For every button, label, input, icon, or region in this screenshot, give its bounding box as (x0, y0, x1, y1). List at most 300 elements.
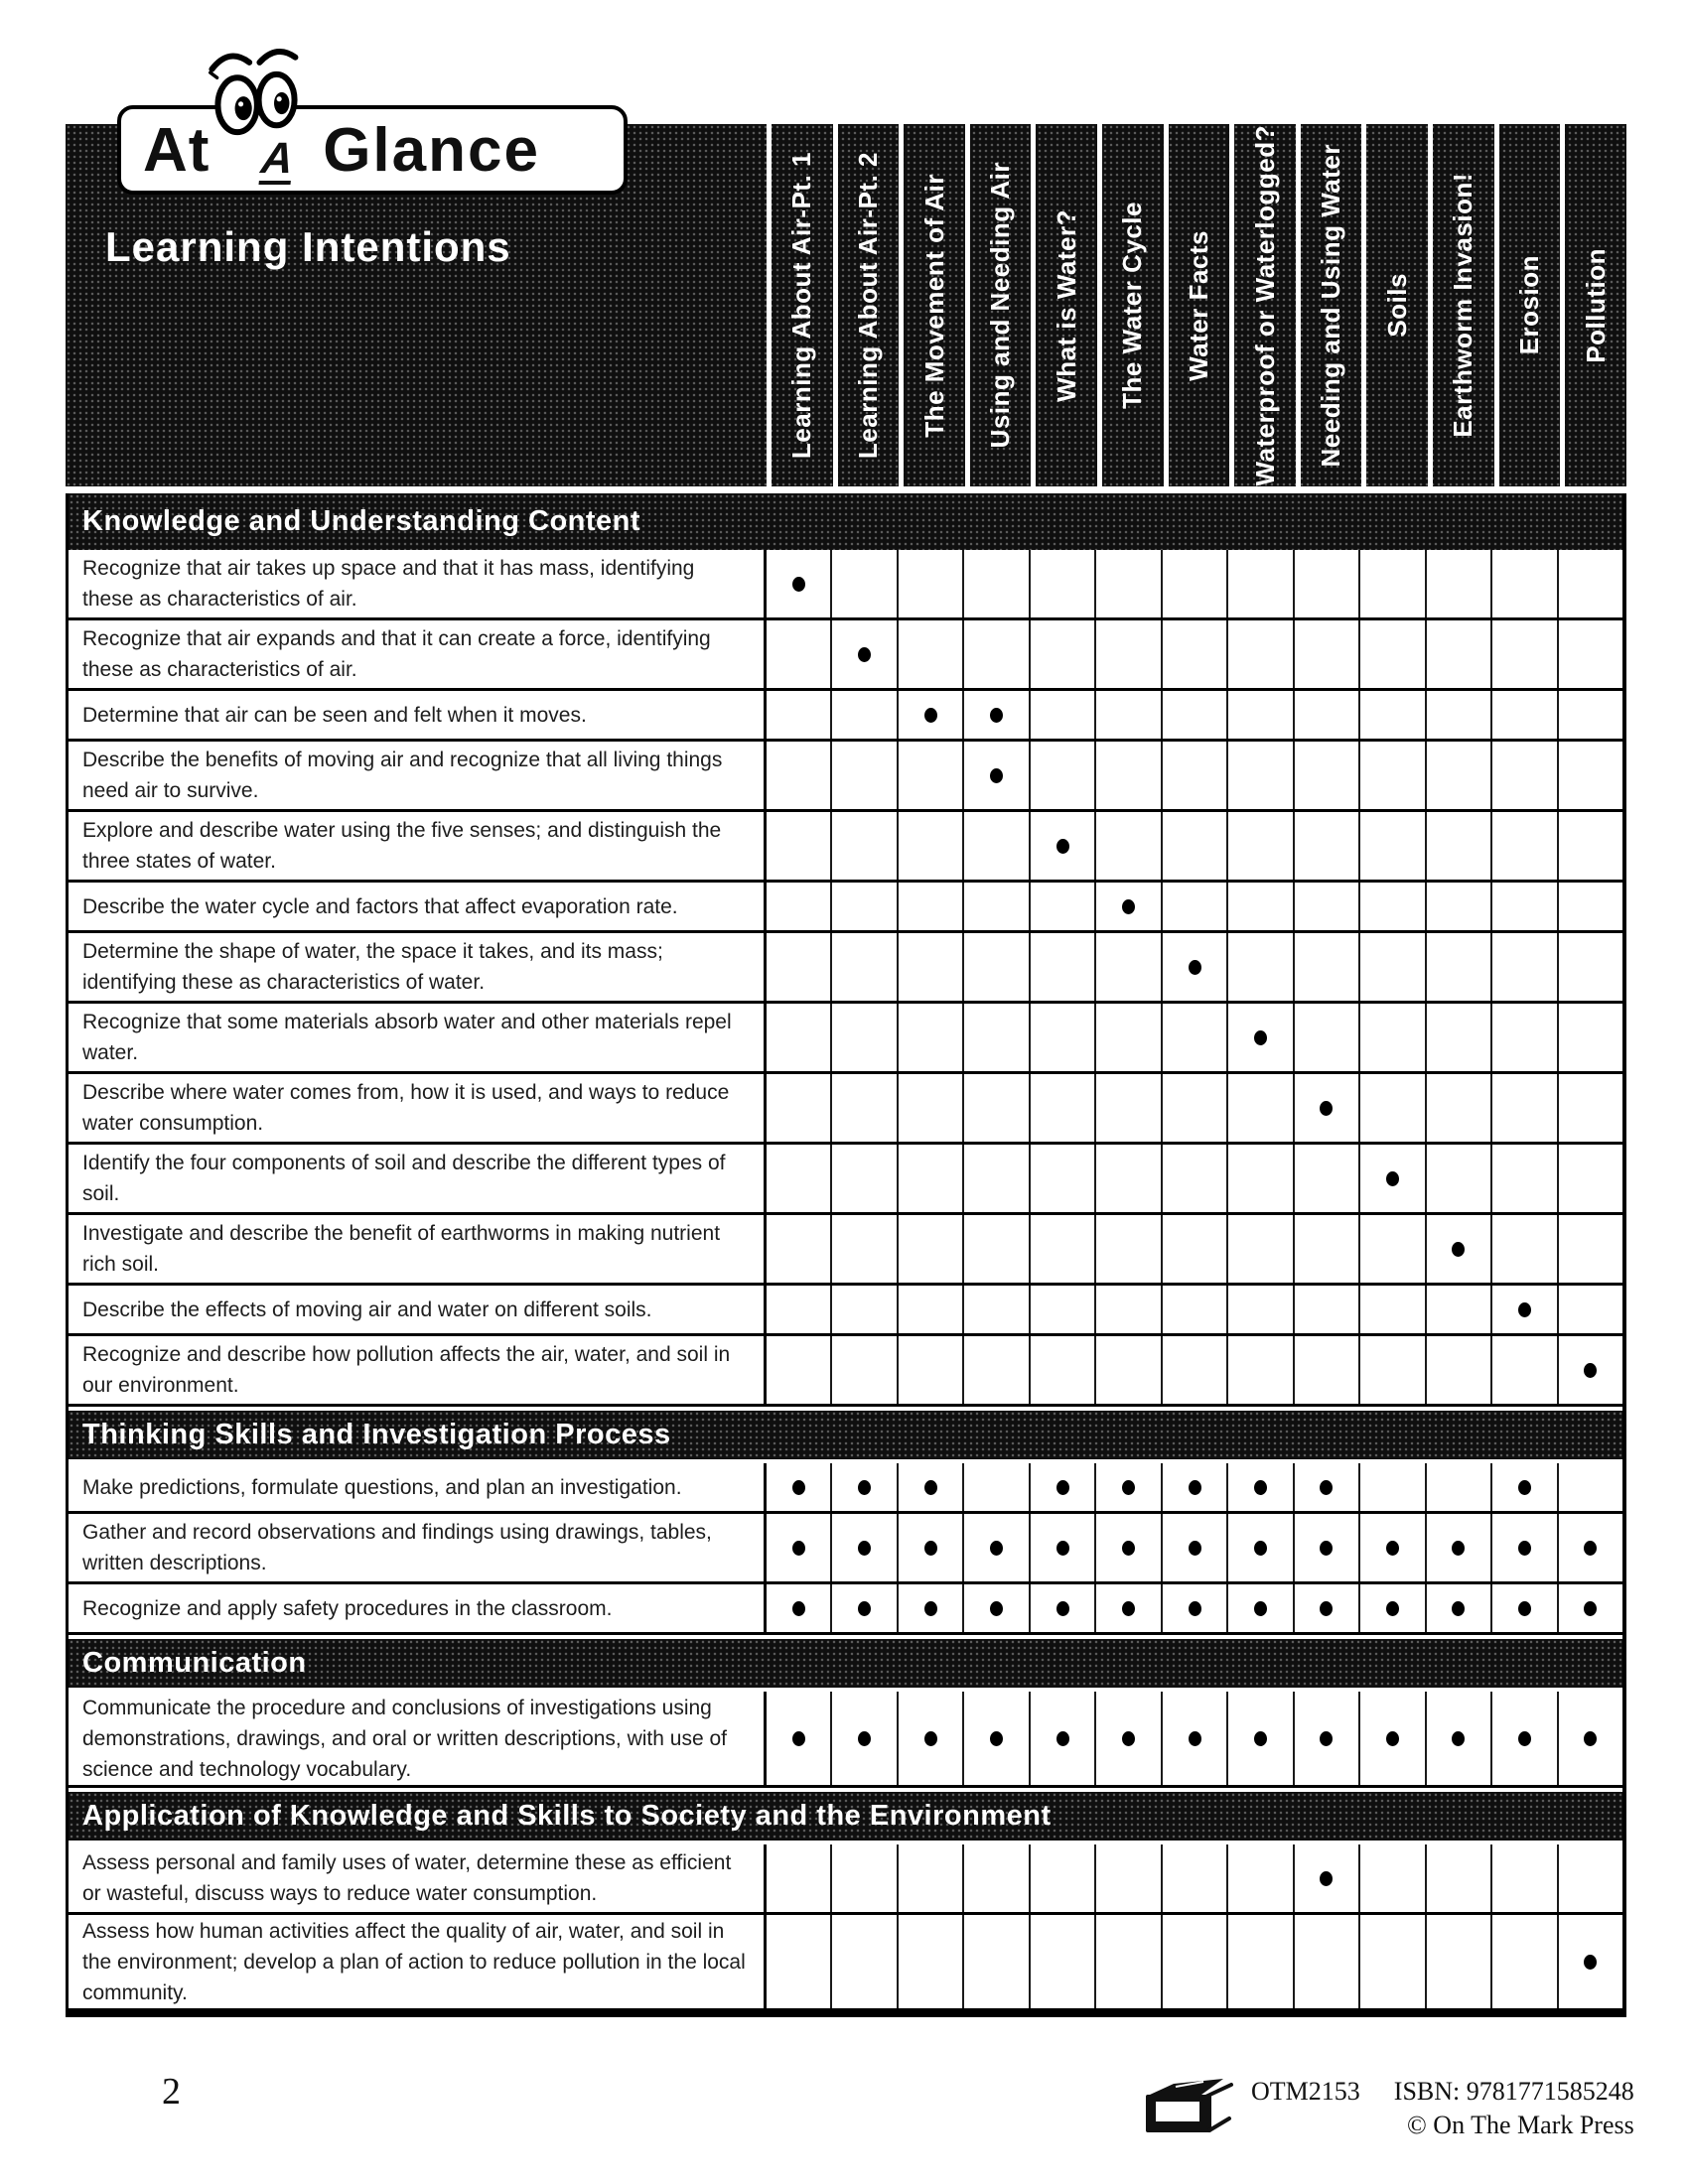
mark-cell-col9 (1293, 691, 1358, 739)
mark-cell-col9 (1293, 1463, 1358, 1511)
dot-mark (1189, 1480, 1201, 1495)
mark-cell-col6 (1094, 620, 1160, 688)
mark-cell-col13 (1557, 1004, 1622, 1071)
mark-cell-col8 (1226, 1215, 1292, 1283)
mark-cell-col13 (1557, 1463, 1622, 1511)
mark-cell-col2 (830, 1463, 896, 1511)
dot-mark (1518, 1731, 1531, 1746)
mark-cell-col5 (1029, 1336, 1094, 1404)
dot-mark (1584, 1955, 1597, 1970)
mark-cell-col2 (830, 1514, 896, 1581)
mark-cell-col3 (897, 1215, 962, 1283)
mark-cell-col4 (962, 1463, 1028, 1511)
mark-cell-col5 (1029, 1074, 1094, 1142)
mark-cell-col11 (1425, 933, 1490, 1001)
mark-cell-col11 (1425, 1692, 1490, 1785)
row-text: Describe the effects of moving air and water on different soils. (82, 1297, 652, 1321)
mark-cell-col1 (767, 1145, 830, 1212)
mark-cell-col6 (1094, 812, 1160, 880)
mark-cell-col12 (1490, 1844, 1556, 1912)
dot-mark (1254, 1731, 1267, 1746)
mark-cell-col9 (1293, 1074, 1358, 1142)
row-text-cell (69, 742, 767, 809)
mark-cell-col3 (897, 1145, 962, 1212)
mark-cell-col8 (1226, 550, 1292, 617)
mark-cell-col4 (962, 1074, 1028, 1142)
learning-intention-row (69, 1074, 1622, 1145)
learning-intention-row (69, 883, 1622, 933)
isbn-label: ISBN: (1393, 2077, 1461, 2106)
mark-cells (767, 1004, 1622, 1071)
dot-mark (1320, 1480, 1333, 1495)
dot-mark (1254, 1541, 1267, 1556)
dot-mark (858, 1731, 871, 1746)
mark-cell-col7 (1161, 812, 1226, 880)
mark-cell-col6 (1094, 1584, 1160, 1632)
matrix-table (66, 493, 1626, 2017)
mark-cell-col9 (1293, 620, 1358, 688)
dot-mark (1452, 1731, 1465, 1746)
row-text-cell (69, 1844, 767, 1912)
mark-cell-col9 (1293, 550, 1358, 617)
mark-cell-col12 (1490, 1286, 1556, 1333)
dot-mark (1584, 1601, 1597, 1616)
mark-cell-col10 (1358, 1915, 1424, 2008)
dot-mark (1254, 1601, 1267, 1616)
mark-cell-col10 (1358, 550, 1424, 617)
mark-cell-col5 (1029, 1463, 1094, 1511)
mark-cells (767, 1915, 1622, 2008)
mark-cell-col5 (1029, 883, 1094, 930)
mark-cell-col3 (897, 883, 962, 930)
mark-cell-col3 (897, 1004, 962, 1071)
mark-cell-col2 (830, 1584, 896, 1632)
mark-cell-col11 (1425, 1336, 1490, 1404)
mark-cell-col4 (962, 1145, 1028, 1212)
mark-cell-col3 (897, 1692, 962, 1785)
column-label: Learning About Air-Pt. 2 (852, 151, 883, 460)
mark-cell-col12 (1490, 1074, 1556, 1142)
mark-cell-col12 (1490, 620, 1556, 688)
mark-cell-col12 (1490, 1145, 1556, 1212)
row-text: Identify the four components of soil and describe the different types of soil. (82, 1152, 726, 1205)
mark-cell-col6 (1094, 1692, 1160, 1785)
column-label: The Movement of Air (918, 173, 949, 438)
learning-intention-row (69, 812, 1622, 883)
mark-cell-col9 (1293, 1514, 1358, 1581)
dot-mark (1584, 1541, 1597, 1556)
mark-cell-col1 (767, 933, 830, 1001)
mark-cell-col11 (1425, 812, 1490, 880)
learning-intention-row (69, 1915, 1622, 2011)
row-text: Determine the shape of water, the space it takes, and its mass; identifying these as characteristics of water. (82, 940, 663, 994)
mark-cell-col9 (1293, 933, 1358, 1001)
mark-cell-col13 (1557, 933, 1622, 1001)
mark-cell-col8 (1226, 1004, 1292, 1071)
mark-cells (767, 691, 1622, 739)
mark-cell-col6 (1094, 742, 1160, 809)
dot-mark (792, 1541, 805, 1556)
mark-cell-col7 (1161, 1336, 1226, 1404)
dot-mark (1056, 839, 1069, 854)
column-header-the-water-cycle (1097, 124, 1164, 486)
mark-cell-col1 (767, 691, 830, 739)
mark-cell-col2 (830, 1692, 896, 1785)
row-text: Assess how human activities affect the quality of air, water, and soil in the environment; develop a plan of action to reduce pollution in the local community. (82, 1919, 746, 2004)
mark-cell-col3 (897, 550, 962, 617)
mark-cell-col4 (962, 550, 1028, 617)
dot-mark (990, 768, 1003, 783)
column-label: Erosion (1514, 255, 1544, 355)
mark-cell-col7 (1161, 620, 1226, 688)
mark-cells (767, 1074, 1622, 1142)
mark-cell-col7 (1161, 550, 1226, 617)
dot-mark (1452, 1601, 1465, 1616)
row-text: Make predictions, formulate questions, and plan an investigation. (82, 1475, 682, 1499)
column-headers (767, 124, 1626, 486)
mark-cell-col12 (1490, 1692, 1556, 1785)
mark-cell-col6 (1094, 1004, 1160, 1071)
section-header-communication: Communication (69, 1635, 1622, 1692)
dot-mark (1518, 1541, 1531, 1556)
mark-cell-col7 (1161, 1145, 1226, 1212)
dot-mark (1254, 1480, 1267, 1495)
learning-intention-row (69, 933, 1622, 1004)
mark-cell-col13 (1557, 1915, 1622, 2008)
mark-cell-col2 (830, 883, 896, 930)
mark-cell-col4 (962, 1336, 1028, 1404)
dot-mark (1320, 1871, 1333, 1886)
mark-cell-col1 (767, 1336, 830, 1404)
dot-mark (990, 1541, 1003, 1556)
mark-cell-col9 (1293, 1692, 1358, 1785)
mark-cells (767, 1844, 1622, 1912)
mark-cells (767, 620, 1622, 688)
column-label: Waterproof or Waterlogged? (1249, 124, 1280, 486)
mark-cell-col4 (962, 883, 1028, 930)
mark-cell-col9 (1293, 1004, 1358, 1071)
mark-cell-col2 (830, 933, 896, 1001)
learning-intention-row (69, 1004, 1622, 1074)
mark-cell-col2 (830, 1336, 896, 1404)
dot-mark (1320, 1731, 1333, 1746)
column-header-using-and-needing-air (965, 124, 1032, 486)
mark-cell-col5 (1029, 620, 1094, 688)
row-text-cell (69, 1692, 767, 1785)
row-text: Recognize that air takes up space and that it has mass, identifying these as characteristics of air. (82, 557, 695, 611)
mark-cell-col7 (1161, 1463, 1226, 1511)
mark-cell-col11 (1425, 883, 1490, 930)
copyright-line: © On The Mark Press (1407, 2111, 1634, 2139)
mark-cells (767, 1336, 1622, 1404)
dot-mark (924, 708, 937, 723)
mark-cells (767, 1215, 1622, 1283)
learning-intention-row (69, 1336, 1622, 1407)
mark-cell-col1 (767, 742, 830, 809)
mark-cell-col8 (1226, 1463, 1292, 1511)
mark-cell-col2 (830, 742, 896, 809)
mark-cell-col2 (830, 1844, 896, 1912)
mark-cell-col9 (1293, 742, 1358, 809)
mark-cell-col8 (1226, 1584, 1292, 1632)
mark-cell-col13 (1557, 812, 1622, 880)
dot-mark (1122, 899, 1135, 914)
mark-cell-col13 (1557, 1074, 1622, 1142)
dot-mark (1254, 1030, 1267, 1045)
mark-cell-col9 (1293, 1336, 1358, 1404)
mark-cell-col13 (1557, 550, 1622, 617)
mark-cell-col8 (1226, 1692, 1292, 1785)
mark-cell-col13 (1557, 1514, 1622, 1581)
dot-mark (1452, 1541, 1465, 1556)
cartoon-eyes-icon (205, 44, 308, 139)
mark-cell-col11 (1425, 620, 1490, 688)
product-line (1251, 2075, 1634, 2109)
column-header-the-movement-of-air (899, 124, 965, 486)
dot-mark (1518, 1302, 1531, 1317)
mark-cell-col9 (1293, 1844, 1358, 1912)
row-text: Assess personal and family uses of water, determine these as efficient or wasteful, discuss ways to reduce water consumption. (82, 1851, 732, 1905)
mark-cell-col12 (1490, 1336, 1556, 1404)
mark-cells (767, 1584, 1622, 1632)
mark-cell-col1 (767, 1844, 830, 1912)
dot-mark (858, 1480, 871, 1495)
header-band (66, 115, 1626, 486)
mark-cell-col5 (1029, 1286, 1094, 1333)
row-text: Recognize and describe how pollution affects the air, water, and soil in our environment. (82, 1343, 731, 1397)
dot-mark (858, 1541, 871, 1556)
learning-intention-row (69, 742, 1622, 812)
mark-cell-col11 (1425, 550, 1490, 617)
mark-cell-col10 (1358, 933, 1424, 1001)
learning-intention-row (69, 1215, 1622, 1286)
mark-cell-col11 (1425, 742, 1490, 809)
row-text-cell (69, 1074, 767, 1142)
row-text-cell (69, 620, 767, 688)
column-label: Water Facts (1183, 229, 1213, 381)
mark-cell-col13 (1557, 742, 1622, 809)
dot-mark (1584, 1363, 1597, 1378)
section-header-knowledge-and-understanding-content: Knowledge and Understanding Content (69, 493, 1622, 550)
row-text-cell (69, 1004, 767, 1071)
dot-mark (1386, 1171, 1399, 1186)
row-text-cell (69, 933, 767, 1001)
mark-cell-col11 (1425, 1286, 1490, 1333)
row-text-cell (69, 812, 767, 880)
page-number: 2 (162, 2071, 181, 2113)
mark-cell-col11 (1425, 1844, 1490, 1912)
mark-cell-col12 (1490, 1514, 1556, 1581)
mark-cell-col10 (1358, 1004, 1424, 1071)
mark-cell-col2 (830, 1004, 896, 1071)
mark-cells (767, 933, 1622, 1001)
page-title: Learning Intentions (105, 223, 511, 270)
mark-cell-col1 (767, 883, 830, 930)
row-text-cell (69, 1286, 767, 1333)
mark-cell-col8 (1226, 812, 1292, 880)
mark-cell-col3 (897, 1074, 962, 1142)
printer-icon (1140, 2075, 1235, 2136)
mark-cell-col11 (1425, 1915, 1490, 2008)
column-header-earthworm-invasion (1428, 124, 1494, 486)
mark-cell-col5 (1029, 550, 1094, 617)
row-text: Describe the benefits of moving air and recognize that all living things need air to survive. (82, 749, 723, 802)
row-text: Describe the water cycle and factors that affect evaporation rate. (82, 894, 678, 918)
column-label: Earthworm Invasion! (1448, 173, 1478, 438)
mark-cells (767, 742, 1622, 809)
mark-cell-col4 (962, 933, 1028, 1001)
dot-mark (990, 1731, 1003, 1746)
mark-cell-col7 (1161, 883, 1226, 930)
mark-cell-col10 (1358, 1145, 1424, 1212)
dot-mark (792, 1731, 805, 1746)
mark-cell-col6 (1094, 691, 1160, 739)
dot-mark (990, 1601, 1003, 1616)
mark-cells (767, 550, 1622, 617)
mark-cell-col6 (1094, 883, 1160, 930)
row-text-cell (69, 1915, 767, 2008)
mark-cell-col1 (767, 1004, 830, 1071)
row-text: Recognize and apply safety procedures in the classroom. (82, 1596, 613, 1620)
mark-cell-col5 (1029, 812, 1094, 880)
dot-mark (1056, 1601, 1069, 1616)
row-text-cell (69, 883, 767, 930)
mark-cell-col8 (1226, 1074, 1292, 1142)
mark-cell-col3 (897, 1286, 962, 1333)
dot-mark (924, 1480, 937, 1495)
mark-cell-col6 (1094, 1336, 1160, 1404)
row-text: Gather and record observations and findings using drawings, tables, written descriptions. (82, 1521, 712, 1574)
dot-mark (1518, 1601, 1531, 1616)
mark-cell-col7 (1161, 1004, 1226, 1071)
mark-cell-col4 (962, 742, 1028, 809)
mark-cell-col5 (1029, 1145, 1094, 1212)
mark-cell-col13 (1557, 1692, 1622, 1785)
mark-cell-col10 (1358, 1844, 1424, 1912)
dot-mark (1386, 1541, 1399, 1556)
mark-cell-col9 (1293, 1915, 1358, 2008)
mark-cell-col1 (767, 550, 830, 617)
dot-mark (1056, 1480, 1069, 1495)
mark-cell-col6 (1094, 1844, 1160, 1912)
mark-cell-col3 (897, 1915, 962, 2008)
mark-cell-col10 (1358, 883, 1424, 930)
dot-mark (1122, 1601, 1135, 1616)
mark-cell-col8 (1226, 1336, 1292, 1404)
mark-cell-col5 (1029, 742, 1094, 809)
mark-cell-col7 (1161, 1074, 1226, 1142)
mark-cell-col7 (1161, 933, 1226, 1001)
mark-cell-col3 (897, 1844, 962, 1912)
column-header-needing-and-using-water (1296, 124, 1362, 486)
mark-cell-col5 (1029, 1215, 1094, 1283)
dot-mark (1320, 1541, 1333, 1556)
mark-cell-col13 (1557, 620, 1622, 688)
row-text-cell (69, 1145, 767, 1212)
column-header-soils (1361, 124, 1428, 486)
mark-cell-col11 (1425, 691, 1490, 739)
dot-mark (1189, 1541, 1201, 1556)
mark-cell-col6 (1094, 1145, 1160, 1212)
mark-cell-col5 (1029, 1844, 1094, 1912)
row-text-cell (69, 550, 767, 617)
mark-cell-col4 (962, 1844, 1028, 1912)
mark-cell-col10 (1358, 620, 1424, 688)
dot-mark (1189, 960, 1201, 975)
mark-cell-col1 (767, 1074, 830, 1142)
mark-cell-col8 (1226, 1286, 1292, 1333)
column-label: Soils (1381, 273, 1412, 338)
learning-intention-row (69, 1692, 1622, 1788)
mark-cell-col2 (830, 1074, 896, 1142)
mark-cell-col8 (1226, 1915, 1292, 2008)
dot-mark (1584, 1731, 1597, 1746)
mark-cells (767, 1514, 1622, 1581)
column-header-learning-about-air-pt-1 (767, 124, 833, 486)
mark-cell-col1 (767, 1463, 830, 1511)
column-label: The Water Cycle (1117, 202, 1148, 409)
mark-cells (767, 1692, 1622, 1785)
column-label: Needing and Using Water (1316, 143, 1346, 468)
row-text-cell (69, 1336, 767, 1404)
row-text-cell (69, 691, 767, 739)
mark-cell-col9 (1293, 1145, 1358, 1212)
row-text: Describe where water comes from, how it is used, and ways to reduce water consumption. (82, 1081, 730, 1135)
column-header-learning-about-air-pt-2 (833, 124, 900, 486)
mark-cell-col6 (1094, 1514, 1160, 1581)
mark-cell-col11 (1425, 1584, 1490, 1632)
mark-cell-col10 (1358, 1463, 1424, 1511)
mark-cell-col6 (1094, 933, 1160, 1001)
mark-cell-col9 (1293, 812, 1358, 880)
dot-mark (1122, 1480, 1135, 1495)
learning-intention-row (69, 1584, 1622, 1635)
mark-cell-col2 (830, 691, 896, 739)
mark-cell-col11 (1425, 1463, 1490, 1511)
mark-cell-col7 (1161, 691, 1226, 739)
mark-cell-col9 (1293, 883, 1358, 930)
mark-cell-col5 (1029, 933, 1094, 1001)
mark-cell-col4 (962, 691, 1028, 739)
row-text: Investigate and describe the benefit of earthworms in making nutrient rich soil. (82, 1222, 721, 1276)
row-text-cell (69, 1584, 767, 1632)
mark-cell-col1 (767, 1584, 830, 1632)
mark-cell-col1 (767, 620, 830, 688)
learning-intention-row (69, 1463, 1622, 1514)
mark-cell-col10 (1358, 1514, 1424, 1581)
column-label: Pollution (1580, 247, 1611, 363)
dot-mark (858, 1601, 871, 1616)
dot-mark (924, 1731, 937, 1746)
mark-cell-col13 (1557, 1336, 1622, 1404)
mark-cell-col1 (767, 1915, 830, 2008)
mark-cell-col11 (1425, 1004, 1490, 1071)
mark-cell-col8 (1226, 883, 1292, 930)
mark-cell-col12 (1490, 1215, 1556, 1283)
mark-cell-col7 (1161, 1692, 1226, 1785)
mark-cell-col9 (1293, 1584, 1358, 1632)
mark-cells (767, 1145, 1622, 1212)
mark-cell-col6 (1094, 1915, 1160, 2008)
dot-mark (1189, 1601, 1201, 1616)
mark-cell-col13 (1557, 1286, 1622, 1333)
mark-cell-col2 (830, 1915, 896, 2008)
row-text-cell (69, 1215, 767, 1283)
mark-cells (767, 812, 1622, 880)
learning-intention-row (69, 620, 1622, 691)
column-header-water-facts (1164, 124, 1230, 486)
column-label: What is Water? (1051, 208, 1081, 402)
